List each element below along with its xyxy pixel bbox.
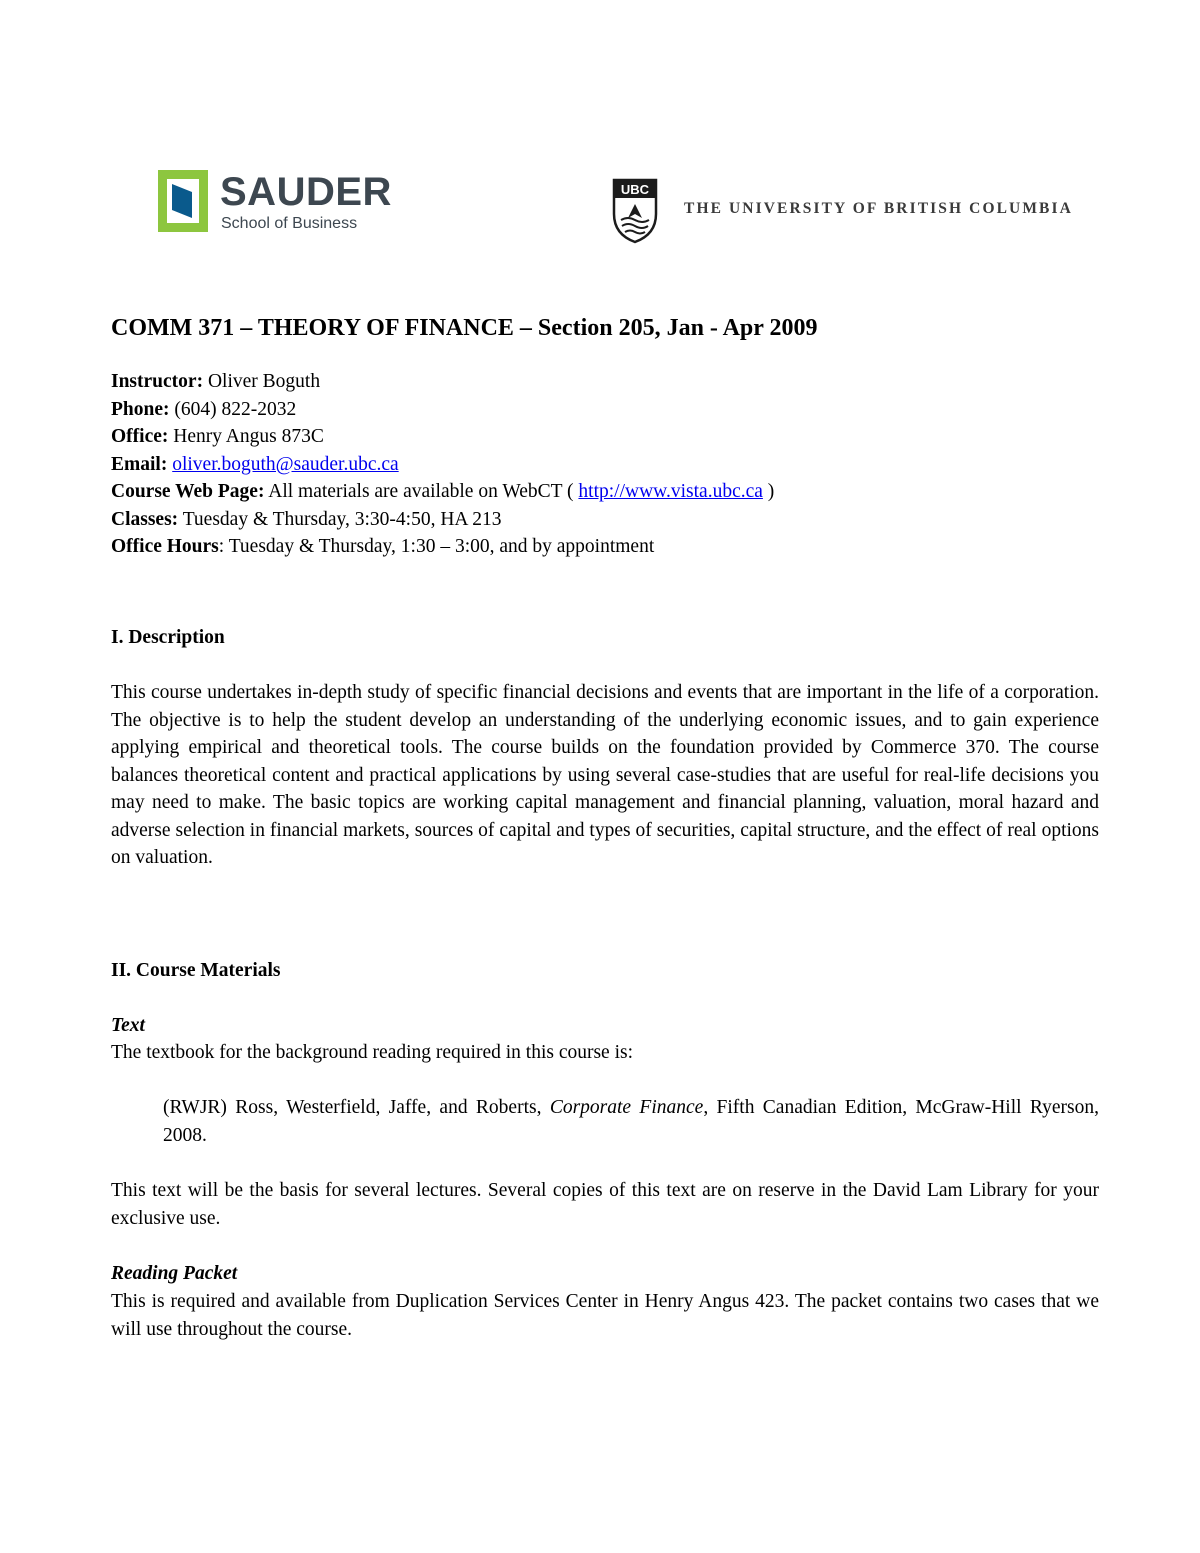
classes-value: Tuesday & Thursday, 3:30-4:50, HA 213 [178, 508, 502, 530]
instructor-value: Oliver Boguth [203, 371, 321, 392]
email-link[interactable]: oliver.boguth@sauder.ubc.ca [172, 453, 399, 475]
phone-line [111, 396, 1099, 424]
instructor-label: Instructor: [111, 371, 204, 392]
office-label: Office: [111, 426, 169, 447]
description-heading: I. Description [111, 627, 225, 648]
phone-label: Phone: [111, 398, 170, 420]
classes-line [111, 506, 1099, 534]
textbook-intro: The textbook for the background reading required in this course is: [111, 1042, 634, 1063]
textbook-basis-paragraph: This text will be the basis for several lectures. Several copies of this text are on reserve in the David Lam Library for your exclusive use. [111, 1180, 1099, 1229]
web-page-label: Course Web Page: [111, 481, 265, 502]
sauder-logo [112, 140, 392, 262]
reading-packet-subheading: Reading Packet [111, 1263, 238, 1284]
office-hours-line [111, 533, 1099, 561]
web-page-link[interactable]: http://www.vista.ubc.ca [578, 481, 763, 502]
instructor-line [111, 368, 1099, 396]
ubc-crest-icon [612, 178, 658, 244]
reading-packet-paragraph: This is required and available from Duplication Services Center in Henry Angus 423. The packet contains two cases that we will use throughout the course. [111, 1291, 1099, 1340]
sauder-mark-icon [158, 170, 208, 232]
syllabus-document [111, 312, 1099, 1340]
office-hours-value: : Tuesday & Thursday, 1:30 – 3:00, and by appointment [218, 536, 655, 557]
ubc-logo [612, 178, 1073, 246]
ubc-crest-text: UBC [620, 182, 650, 197]
sauder-subtitle: School of Business [221, 215, 358, 232]
classes-label: Classes: [111, 508, 179, 530]
reference-authors: (RWJR) Ross, Westerfield, Jaffe, and Roberts, [163, 1097, 550, 1118]
phone-value: (604) 822-2032 [169, 398, 297, 420]
office-value: Henry Angus 873C [168, 426, 324, 447]
textbook-reference [163, 1094, 1099, 1149]
web-page-text: All materials are available on WebCT ( [264, 481, 579, 502]
sauder-name: SAUDER [220, 170, 392, 214]
text-subheading: Text [111, 1015, 145, 1036]
email-label: Email: [111, 453, 168, 475]
reference-edition: , Fifth Canadian Edition, McGraw-Hill Ryerson, 2008. [163, 1097, 1099, 1146]
web-page-text-after: ) [762, 481, 775, 502]
course-title: COMM 371 – THEORY OF FINANCE – Section 205, Jan - Apr 2009 [111, 315, 818, 341]
office-line [111, 423, 1099, 451]
web-page-line [111, 478, 1099, 506]
course-info [111, 368, 1099, 561]
description-paragraph: This course undertakes in-depth study of specific financial decisions and events that are important in the life of a corporation. The objective is to help the student develop an understanding of the underlying economic issues, and to gain experience applying empirical and theoretical tools. The course builds on the foundation provided by Commerce 370. The course balances theoretical content and practical applications by using several case-studies that are useful for real-life decisions you may need to make. The basic topics are working capital management and financial planning, valuation, moral hazard and adverse selection in financial markets, sources of capital and types of securities, capital structure, and the effect of real options on valuation. [111, 682, 1099, 868]
ubc-name: THE UNIVERSITY OF BRITISH COLUMBIA [684, 200, 1073, 217]
reference-title: Corporate Finance [549, 1097, 704, 1118]
email-line [111, 451, 1099, 479]
course-materials-heading: II. Course Materials [111, 960, 281, 981]
office-hours-label: Office Hours [111, 536, 219, 557]
